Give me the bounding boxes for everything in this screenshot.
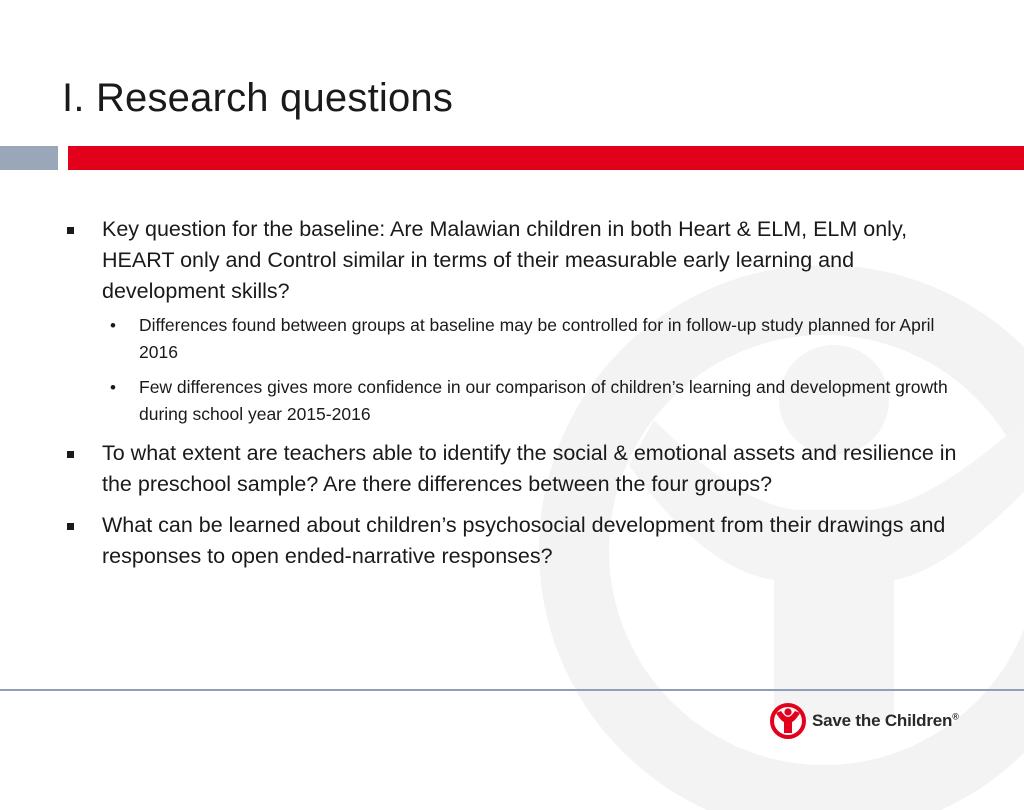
logo-wordmark: Save the Children® [812,711,959,730]
square-bullet-icon [67,227,74,234]
bullet-list [62,214,962,572]
page-title: I. Research questions [62,76,454,120]
bullet-text: Key question for the baseline: Are Malawian children in both Heart & ELM, ELM only, HEART only and Control similar in terms of their measurable early learning and development skills? [102,217,908,303]
square-bullet-icon [67,523,74,530]
bullet-item-teachers-question [62,438,962,500]
footer-divider [0,689,1024,691]
bullet-item-drawings-question [62,510,962,572]
dot-bullet-icon: • [110,316,116,335]
bullet-item-baseline-question [62,214,962,428]
sub-bullet-item [102,374,962,428]
dot-bullet-icon: • [110,378,116,397]
square-bullet-icon [67,451,74,458]
title-underline-red [68,146,1024,170]
save-the-children-logo-icon [770,703,806,739]
sub-bullet-text: Differences found between groups at baseline may be controlled for in follow-up study planned for April 2016 [139,315,935,362]
sub-bullet-item [102,312,962,366]
bullet-text: To what extent are teachers able to identify the social & emotional assets and resilience in the preschool sample? Are there differences between the four groups? [102,441,957,496]
title-underline-gray [0,146,58,170]
sub-bullet-text: Few differences gives more confidence in our comparison of children’s learning and development growth during school year 2015-2016 [139,377,948,424]
bullet-text: What can be learned about children’s psychosocial development from their drawings and responses to open ended-narrative responses? [102,513,946,568]
save-the-children-logo [770,703,959,739]
